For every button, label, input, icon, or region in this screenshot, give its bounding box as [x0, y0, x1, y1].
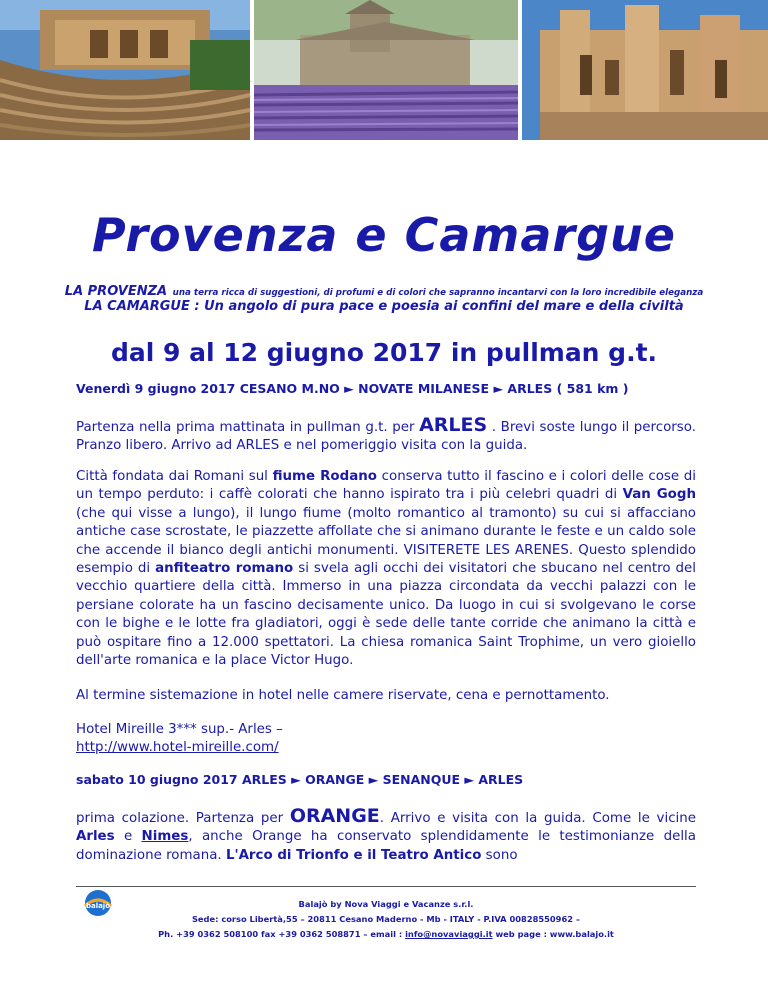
day2-arles: Arles	[76, 829, 115, 845]
day2-paragraph-1	[76, 807, 696, 865]
day1-p2-text-3: (che qui visse a lungo), il lungo fiume (molto romantico al tramonto) su cui si affacciano antiche case scrostate, le piazzette affollate che si animano durante le feste e un caldo sole che accende il bianco degli antichi monumenti. VISITERETE LES ARENES. Questo splendido esempio di	[76, 505, 696, 577]
footer-address: Sede: corso Libertà,55 – 20811 Cesano Maderno - Mb - ITALY - P.IVA 00828550962 –	[191, 914, 581, 924]
day1-river: fiume Rodano	[272, 469, 377, 484]
day1-heading: Venerdì 9 giugno 2017 CESANO M.NO ► NOVATE MILANESE ► ARLES ( 581 km )	[76, 381, 629, 396]
day2-p1-text-5: sono	[481, 847, 518, 863]
day1-city: ARLES	[419, 414, 488, 436]
day1-painter: Van Gogh	[622, 487, 697, 503]
day2-p1-text: prima colazione. Partenza per	[76, 811, 290, 826]
day2-p1-text-3: e	[114, 829, 142, 845]
day1-p2-text-2: conserva tutto il fascino e i colori delle cose di un tempo perduto: i caffè colorati che hanno ispirato tra i più celebri quadri di	[76, 469, 696, 503]
hotel-link[interactable]: http://www.hotel-mireille.com/	[76, 740, 279, 756]
photo-collage	[0, 0, 768, 140]
day1-paragraph-3	[76, 687, 696, 705]
footer	[76, 897, 696, 942]
tagline-provenza-text: una terra ricca di suggestioni, di profumi e di colori che sapranno incantarvi con la loro incredibile eleganza	[172, 288, 704, 298]
day2-nimes-link[interactable]: Nimes	[141, 829, 189, 845]
photo-senanque-lavender	[254, 0, 518, 140]
footer-divider	[76, 886, 696, 887]
day1-paragraph-1	[76, 416, 696, 456]
photo-roman-theatre	[0, 0, 250, 140]
day2-p1-text-2: . Arrivo e visita con la guida. Come le vicine	[379, 811, 696, 826]
footer-contacts	[76, 927, 696, 942]
day2-heading-block	[76, 771, 696, 789]
day1-paragraph-2	[76, 468, 696, 670]
day1-heading-block	[76, 380, 696, 398]
footer-company: Balajò by Nova Viaggi e Vacanze s.r.l.	[298, 899, 474, 909]
day2-p1-text-4: , anche Orange ha conservato splendidamente le testimonianze della dominazione romana.	[76, 829, 696, 863]
day1-p1-text: Partenza nella prima mattinata in pullman g.t. per	[76, 420, 420, 435]
tagline-camargue: LA CAMARGUE : Un angolo di pura pace e poesia ai confini del mare e della civiltà	[84, 299, 684, 314]
page-title: Provenza e Camargue	[92, 208, 676, 262]
tagline-provenza-lead: LA PROVENZA	[64, 284, 168, 299]
day1-p2-text: Città fondata dai Romani sul	[76, 469, 273, 484]
svg-text:balajò: balajò	[85, 902, 111, 910]
day1-amphitheatre: anfiteatro romano	[155, 561, 294, 577]
tagline-provenza	[0, 280, 768, 299]
hotel-name: Hotel Mireille 3*** sup.- Arles –	[76, 722, 283, 737]
day2-heading: sabato 10 giugno 2017 ARLES ► ORANGE ► SENANQUE ► ARLES	[76, 772, 524, 787]
dates-heading: dal 9 al 12 giugno 2017 in pullman g.t.	[110, 338, 658, 367]
day2-monuments: L'Arco di Trionfo e il Teatro Antico	[225, 847, 482, 863]
day2-city: ORANGE	[289, 805, 380, 827]
footer-web: web page : www.balajo.it	[492, 929, 614, 939]
footer-phone: Ph. +39 0362 508100 fax +39 0362 508871 – email :	[158, 929, 406, 939]
day1-p1-text-2: . Brevi soste lungo il percorso. Pranzo libero. Arrivo ad ARLES e nel pomeriggio visita con la guida.	[76, 420, 696, 454]
day1-p3-text: Al termine sistemazione in hotel nelle camere riservate, cena e pernottamento.	[76, 688, 610, 703]
header-photo-strip	[0, 0, 768, 140]
hotel-block	[76, 721, 696, 758]
day1-p2-text-4: si svela agli occhi dei visitatori che sbucano nel centro del vecchio quartiere della città. Immerso in una piazza circondata da vecchi palazzi con le persiane colorate ha un fascino decisamente unico. Da luogo in cui si svolgevano le corse con le bighe e le lotte fra gladiatori, oggi è sede delle tante corride che animano la città e può ospitare fino a 12.000 spettatori. La chiesa romanica Saint Trophime, un vero gioiello dell'arte romanica e la place Victor Hugo.	[76, 561, 696, 669]
photo-palais-des-papes	[522, 0, 768, 140]
footer-email-link[interactable]: info@novaviaggi.it	[405, 929, 493, 939]
